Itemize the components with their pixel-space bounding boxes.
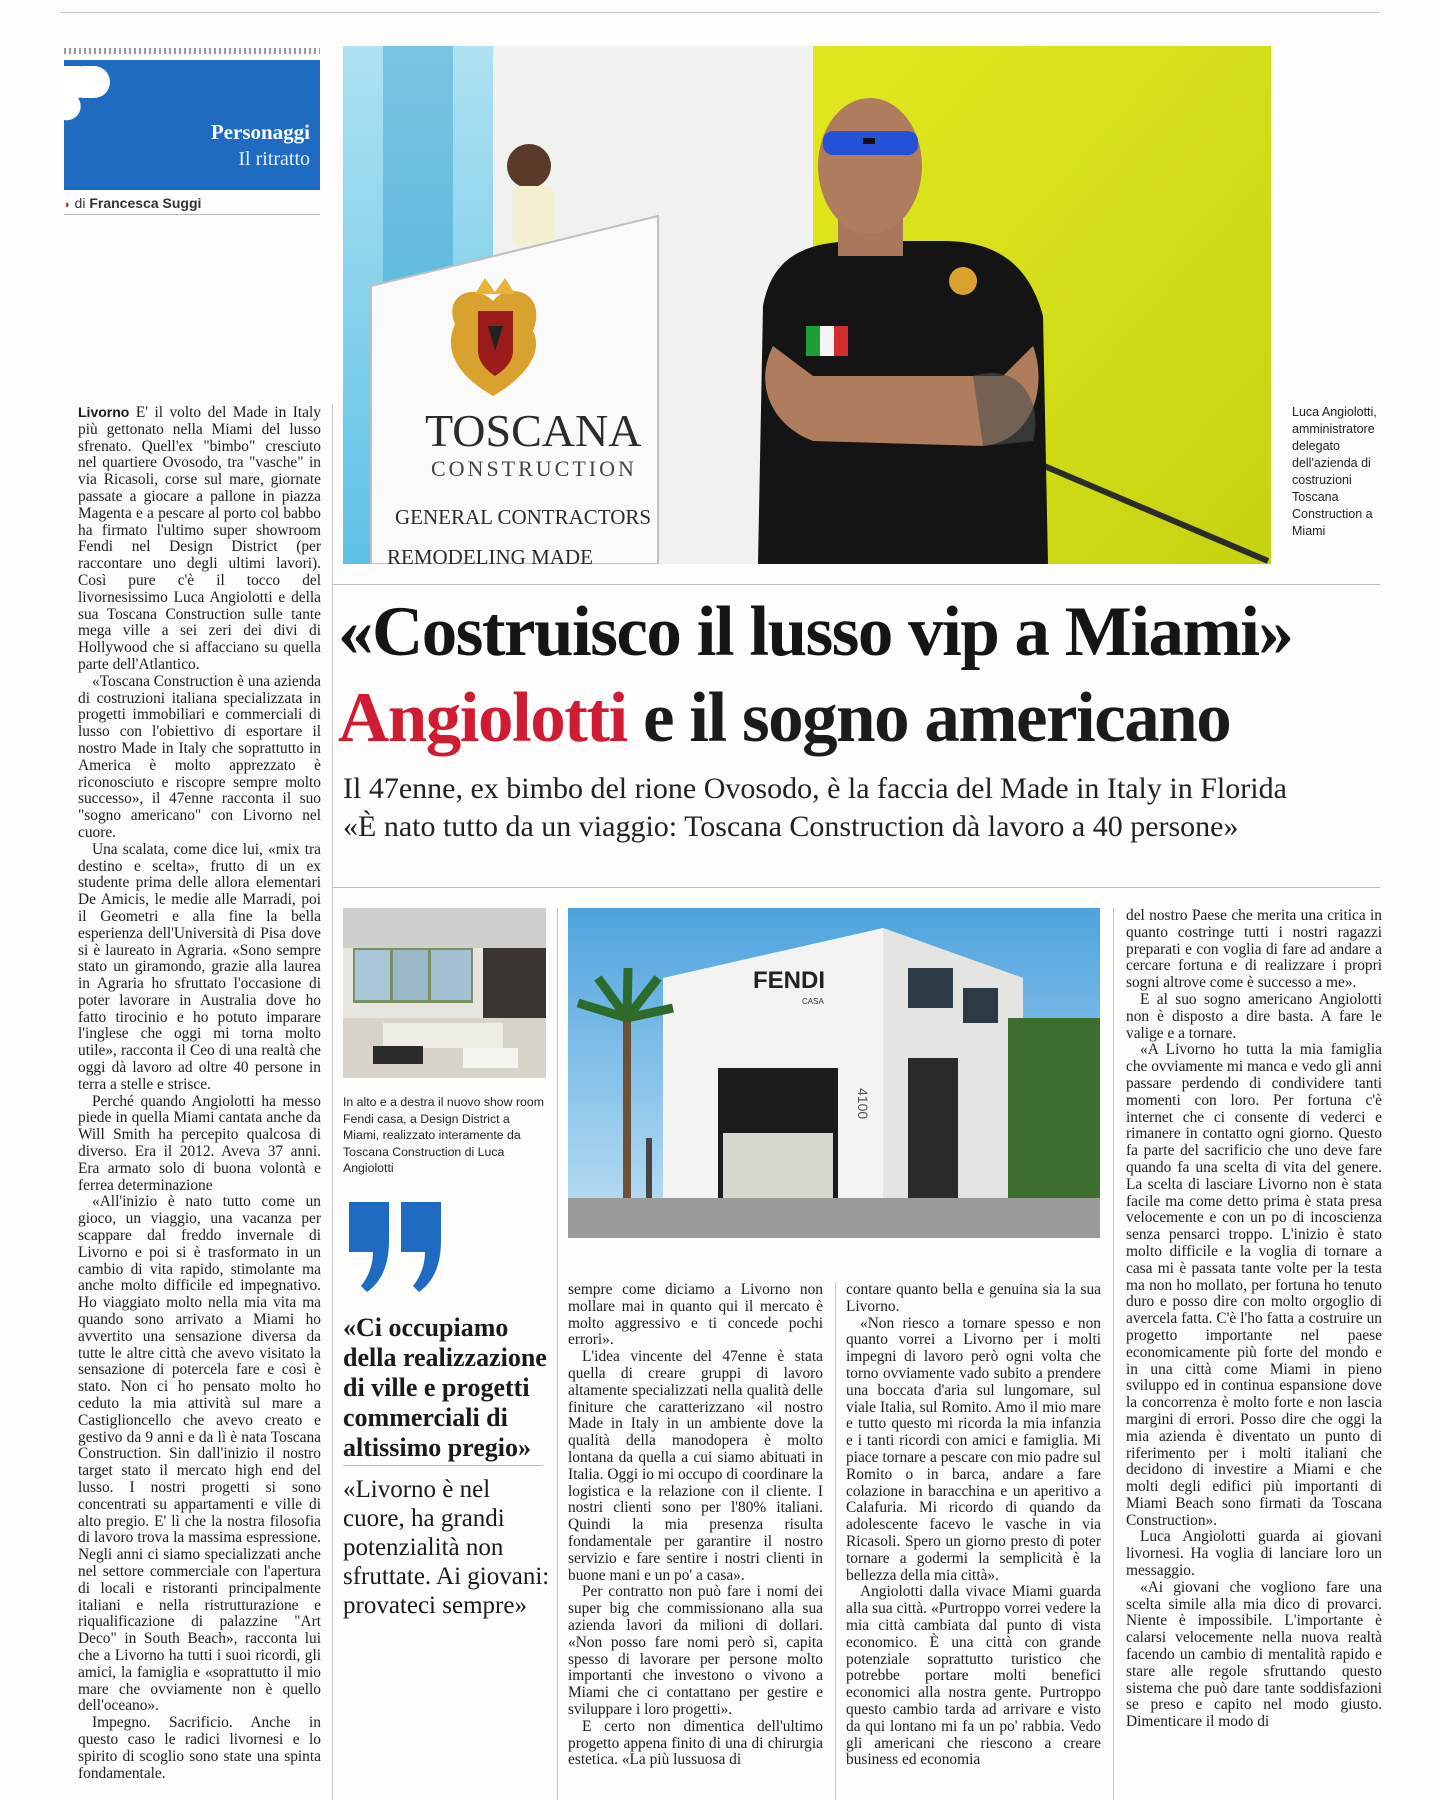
- section-title: Personaggi: [210, 120, 310, 144]
- article-column-4: [846, 1282, 1101, 1800]
- subhead-rest: e il sogno americano: [626, 679, 1231, 757]
- dotted-rule: [64, 48, 320, 54]
- column-divider: [332, 404, 333, 1800]
- article-paragraph: E certo non dimentica dell'ultimo progetto appena finito di una di chirurgia estetica. «La più lussuosa di: [568, 1717, 823, 1769]
- article-paragraph: Una scalata, come dice lui, «mix tra destino e scelta», frutto di un ex studente prima delle allora elementari De Amicis, le medie alle Marradi, poi il Geometri e alla fine la bella esperienza dell'Università di Pisa dove si è laureato in Agraria. «Sono sempre stato un giramondo, grazie alla laurea in Agraria ho sfruttato l'occasione di poter lavorare in Australia dove ho fatto tirocinio e ho potuto imparare l'inglese che oggi mi torna molto utile», racconta il Ceo di una realtà che oggi dà lavoro ad oltre 40 persone in terra a stelle e strisce.: [78, 840, 321, 1093]
- deck: [343, 770, 1287, 846]
- quote-rule: [343, 1465, 543, 1466]
- article-paragraph: Angiolotti dalla vivace Miami guarda alla sua città. «Purtroppo vorrei vedere la mia città cambiata dal punto di vista economico. È una città con grande potenziale soprattutto turistico che potrebbe portare molti benefici economici alla nostra gente. Purtroppo questo cambio tarda ad arrivare e visto da qui lontano mi fa un po' rabbia. Vedo gli americani che riescono a creare business ed economia: [846, 1583, 1101, 1769]
- article-paragraph: contare quanto bella e genuina sia la sua Livorno.: [846, 1282, 1101, 1315]
- section-logo-icon: [64, 60, 124, 124]
- article-paragraph: L'idea vincente del 47enne è stata quella di creare gruppi di lavoro altamente specializzati nella qualità delle finiture che caratterizzano «il nostro Made in Italy in un ambiente dove la qualità della manodopera è molto lontana da quella a cui siamo abituati in Italia. Oggi io mi occupo di coordinare la logistica e la relazione con il cliente. I nostri clienti sono per l'80% italiani. Quindi la mia presenza risulta fondamentale per garantire il nostro servizio e fare sentire i nostri clienti in buone mani e un po' a casa».: [568, 1348, 823, 1584]
- byline-prefix: di: [74, 195, 86, 211]
- dateline-place: Livorno: [78, 404, 130, 420]
- deck-line-2: «È nato tutto da un viaggio: Toscana Construction dà lavoro a 40 persone»: [343, 810, 1239, 843]
- article-paragraph: Per contratto non può fare i nomi dei super big che commissionano alla sua azienda lavori da milioni di dollari. «Non posso fare nomi però sì, capita spesso di lavorare per persone molto importanti che investono o vivono a Miami che ci contattano per gestire e sviluppare i loro progetti».: [568, 1583, 823, 1718]
- byline-rule: [64, 214, 320, 215]
- section-tag: [64, 60, 320, 190]
- sign-sub: CONSTRUCTION: [431, 456, 637, 481]
- subhead: [338, 678, 1230, 759]
- article-paragraph: Livorno E' il volto del Made in Italy più gettonato nella Miami del lusso sfrenato. Quell'ex "bimbo" cresciuto nel quartiere Ovosodo, tra "vasche" in via Ricasoli, corse sul mare, giornate passate a giocare a pallone in piazza Magenta e a pescare al porto col babbo ha firmato l'ultimo super showroom Fendi nel Design District (per raccontare uno degli ultimi lavori). Così pure c'è il tocco del livornesissimo Luca Angiolotti e della sua Toscana Construction sulle tante mega ville a sei zeri dei divi di Hollywood che si affacciano su quella parte dell'Atlantico.: [78, 404, 321, 673]
- deck-rule: [333, 887, 1380, 888]
- article-paragraph: Perché quando Angiolotti ha messo piede in quella Miami cantata anche da Will Smith ha percepito qualcosa di diverso. Era il 2012. Aveva 37 anni. Era armato solo di buona volontà e ferrea determinazione: [78, 1092, 321, 1194]
- sign-brand: TOSCANA: [425, 405, 642, 456]
- top-rule: [60, 12, 1380, 13]
- article-column-3: [568, 1282, 823, 1800]
- column-divider: [835, 1282, 836, 1800]
- byline: [64, 195, 201, 211]
- article-paragraph: Impegno. Sacrificio. Anche in questo caso le radici livornesi e lo spirito di scoglio sono state una spinta fondamentale.: [78, 1714, 321, 1782]
- article-paragraph: sempre come diciamo a Livorno non mollare mai in quanto qui il mercato è molto aggressivo e ti concede pochi errori».: [568, 1282, 823, 1349]
- deck-line-1: Il 47enne, ex bimbo del rione Ovosodo, è la faccia del Made in Italy in Florida: [343, 772, 1287, 805]
- headline-rule: [333, 584, 1380, 585]
- article-paragraph: Luca Angiolotti guarda ai giovani livornesi. Ha voglia di lanciare loro un messaggio.: [1126, 1528, 1382, 1580]
- fendi-building-photo: [568, 908, 1100, 1238]
- byline-author: Francesca Suggi: [89, 195, 202, 211]
- building-sign: FENDI: [753, 967, 825, 994]
- headline: «Costruisco il lusso vip a Miami»: [338, 593, 1293, 671]
- byline-bullet-icon: ◗: [64, 199, 71, 211]
- subhead-name: Angiolotti: [338, 679, 627, 757]
- article-paragraph: «A Livorno ho tutta la mia famiglia che ovviamente mi manca e vedo gli anni passare perdendo di condividere tanti momenti con loro. Per fortuna c'è internet che ci consente di vederci e rimanere in contatto ogni giorno. Questo fa parte del sacrificio che uno deve fare quando fa una scelta di vita del genere. La scelta di lasciare Livorno non è stata facile ma come detto prima è stata presa velocemente e con un po di incoscienza senza pensarci troppo. L'inizio è stato molto difficile e la voglia di tornare a casa mi è passata tante volte per la testa ma non ho mollato, per fortuna ho tenuto duro e posso dire con molto orgoglio di avercela fatta. C'è l'ho fatta a costruire un progetto importante nel paese economicamente più forte del mondo e in una città come Miami in pieno sviluppo ed in continua espansione dove la concorrenza è molto forte e non lascia margini di errori. Posso dire che oggi la mia azienda è diventato un punto di riferimento per i molti italiani che decidono di investire a Miami e che molti degli edifici più importanti di Miami Beach sono firmati da Toscana Construction».: [1126, 1041, 1382, 1529]
- quote-mark-icon: [343, 1196, 448, 1296]
- article-paragraph: «Non riesco a tornare spesso e non quanto vorrei a Livorno per i molti impegni di lavoro però ogni volta che torno ovviamente vado subito a prendere una boccata d'aria sul lungomare, sul viale Italia, sul Romito. Amo il mio mare e tutto questo mi ricorda la mia infanzia e i tanti ricordi con amici e famiglia. Mi piace tornare a pescare con mio padre sul Romito o in barca, andare a fare colazione in baracchina e un aperitivo a Calafuria. Mi ricordo di quando da adolescente facevo le vasche in via Ricasoli. Spero un giorno presto di poter tornare a godermi la semplicità è la bellezza della mia città».: [846, 1314, 1101, 1584]
- photo-caption: In alto e a destra il nuovo show room Fendi casa, a Design District a Miami, realizzato interamente da Toscana Construction di Luca Angiolotti: [343, 1095, 544, 1175]
- article-paragraph: «Toscana Construction è una azienda di costruzioni italiana specializzata in progetti immobiliari e commerciali di lusso con l'obiettivo di esportare il nostro Made in Italy che soprattutto in America è molto apprezzato è riconosciuto e riscopre sempre molto successo», il 47enne racconta il suo "sogno americano" con Livorno nel cuore.: [78, 672, 321, 841]
- article-paragraph: «Ai giovani che vogliono fare una scelta simile alla mia dico di provarci. Niente è impossibile. L'importante è calarsi velocemente nella nuova realtà facendo un cambio di mentalità rapido e stare alle regole sfruttando questo sistema che può dare tante soddisfazioni se preso e capito nel modo giusto. Dimenticare il modo di: [1126, 1578, 1382, 1731]
- article-paragraph: «All'inizio è nato tutto come un gioco, un viaggio, una vacanza per scappare dal freddo invernale di Livorno e poi si è trasformato in un cambio di vita rapido, stimolante ma anche molto difficile ed impegnativo. Ho viaggiato molto nella mia vita ma quando sono arrivato a Miami ho avvertito una sensazione diversa da tutte le altre città che avevo visitato la sensazione di potercela fare e così è stato. Non ci ho pensato molto ho ceduto la mia attività sul mare a Castiglioncello che avevo creato e gestivo da 9 anni e da lì è nata Toscana Construction. Sin dall'inizio il nostro target stato il mercato high end del lusso. I nostri progetti si sono concentrati su appartamenti e ville di alto pregio. E' lì che la nostra filosofia di lavoro trova la massima espressione. Negli anni ci siamo specializzati anche nel settore commerciale con l'apertura di locali e ristoranti principalmente italiani e nella ristrutturazione e riqualificazione di palazzine "Art Deco" in South Beach», racconta lui che a Livorno ha tutti i suoi ricordi, gli amici, la famiglia e «soprattutto il mio mare che ovviamente non è quello dell'oceano».: [78, 1193, 321, 1715]
- pull-quote-2: «Livorno è nel cuore, ha grandi potenzialità non sfruttate. Ai giovani: provateci sempre»: [343, 1476, 550, 1619]
- hero-photo: [343, 46, 1271, 564]
- pull-quote-1: «Ci occupiamo della realizzazione di ville e progetti commerciali di altissimo pregio»: [343, 1313, 547, 1462]
- sign-line2: REMODELING MADE: [387, 545, 593, 564]
- article-paragraph: E al suo sogno americano Angiolotti non è disposto a dire basta. A fare le valige e a tornare.: [1126, 990, 1382, 1042]
- building-sign-sub: CASA: [802, 997, 824, 1006]
- sign-line: GENERAL CONTRACTORS: [395, 505, 652, 529]
- building-number: 4100: [855, 1088, 871, 1120]
- column-divider: [1113, 908, 1114, 1800]
- section-subtitle: Il ritratto: [238, 148, 310, 170]
- article-paragraph: del nostro Paese che merita una critica in quanto costringe tutti i nostri ragazzi preparati e con voglia di fare ad andare a cercare fortuna e di realizzare i propri sogni altrove come è successo a me».: [1126, 908, 1382, 992]
- article-column-1: [78, 404, 321, 1800]
- showroom-interior-photo: [343, 908, 546, 1078]
- column-divider: [557, 908, 558, 1800]
- hero-caption: Luca Angiolotti, amministratore delegato dell'azienda di costruzioni Toscana Construction a Miami: [1292, 405, 1377, 538]
- article-column-5: [1126, 908, 1382, 1800]
